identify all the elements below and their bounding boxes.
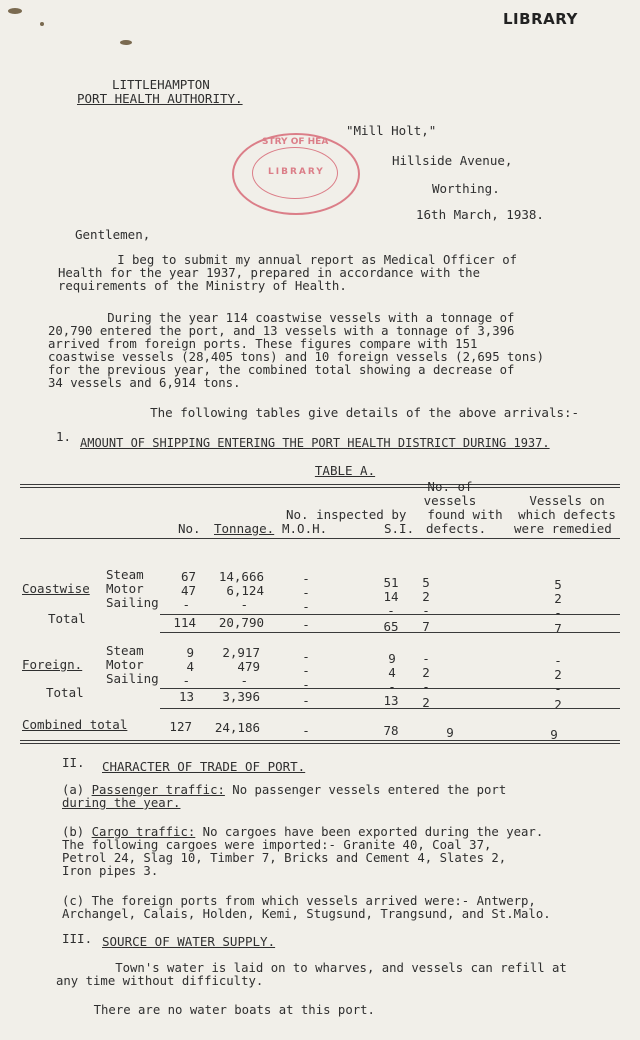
trade-b-line4: Iron pipes 3. xyxy=(62,864,159,878)
header-remedied-l1: Vessels on xyxy=(529,493,605,508)
authority-line1: LITTLEHAMPTON xyxy=(112,77,210,92)
section3-number: III. xyxy=(62,931,93,946)
trade-b-rest: No cargoes have been exported during the year. xyxy=(195,825,544,839)
fg-total-no: 13 xyxy=(178,689,194,704)
fg-row1-remedied: - xyxy=(554,653,562,668)
fg-row2-remedied: 2 xyxy=(554,667,562,682)
section1-number: 1. xyxy=(56,429,72,444)
cw-total-defects: 7 xyxy=(422,619,430,634)
fg-row3-si: - xyxy=(388,679,396,694)
fg-row3-moh: - xyxy=(302,677,310,692)
fg-row2-moh: - xyxy=(302,663,310,678)
fg-total-si: 13 xyxy=(383,693,399,708)
trade-a-line1 xyxy=(62,784,506,797)
tables-intro: The following tables give details of the above arrivals:- xyxy=(120,405,580,420)
cw-row2-type: Motor xyxy=(106,581,144,596)
trade-a-rest: No passenger vessels entered the port xyxy=(224,783,507,797)
address-line3: Worthing. xyxy=(432,181,500,196)
cw-total-label: Total xyxy=(48,611,86,626)
intro-line3: requirements of the Ministry of Health. xyxy=(58,279,347,293)
header-remedied-l3: were remedied xyxy=(514,521,612,536)
table-bottom-rule-2 xyxy=(20,743,620,744)
header-defects-l4: defects. xyxy=(426,521,487,536)
trade-a-prefix: (a) xyxy=(62,783,92,797)
cw-row3-no: - xyxy=(182,597,190,612)
cw-row1-moh: - xyxy=(302,571,310,586)
cw-row2-defects: 2 xyxy=(422,589,430,604)
cw-row2-moh: - xyxy=(302,585,310,600)
cw-row1-remedied: 5 xyxy=(554,577,562,592)
section1-heading: AMOUNT OF SHIPPING ENTERING THE PORT HEALTH DISTRICT DURING 1937. xyxy=(80,436,550,450)
header-inspected: No. inspected by xyxy=(286,507,407,522)
summary-line1: During the year 114 coastwise vessels with a tonnage of xyxy=(48,311,515,325)
cw-row3-remedied: - xyxy=(554,605,562,620)
combined-remedied: 9 xyxy=(550,727,558,742)
summary-line2: 20,790 entered the port, and 13 vessels with a tonnage of 3,396 xyxy=(48,324,515,338)
fg-row3-no: - xyxy=(182,673,190,688)
fg-row1-si: 9 xyxy=(388,651,396,666)
library-label: LIBRARY xyxy=(503,10,578,28)
ink-mark xyxy=(8,8,22,14)
header-no: No. xyxy=(178,521,201,536)
trade-c-line1: (c) The foreign ports from which vessels arrived were:- Antwerp, xyxy=(62,894,536,908)
fg-total-tonnage: 3,396 xyxy=(222,689,260,704)
intro-line2: Health for the year 1937, prepared in accordance with the xyxy=(58,266,480,280)
fg-row3-type: Sailing xyxy=(106,671,159,686)
trade-a-label: Passenger traffic: xyxy=(91,783,225,797)
cw-row1-no: 67 xyxy=(180,569,196,584)
water-line2: any time without difficulty. xyxy=(56,974,264,988)
section2-heading: CHARACTER OF TRADE OF PORT. xyxy=(102,759,306,774)
header-defects-l3: found with xyxy=(427,507,503,522)
trade-c-line2: Archangel, Calais, Holden, Kemi, Stugsund, Trangsund, and St.Malo. xyxy=(62,907,551,921)
cw-total-moh: - xyxy=(302,617,310,632)
group-coastwise: Coastwise xyxy=(22,581,90,596)
fg-row1-moh: - xyxy=(302,649,310,664)
cw-total-no: 114 xyxy=(173,615,196,630)
combined-si: 78 xyxy=(383,723,399,738)
letter-date: 16th March, 1938. xyxy=(416,207,544,222)
library-stamp xyxy=(232,133,360,215)
fg-row1-type: Steam xyxy=(106,643,144,658)
intro-line1: I beg to submit my annual report as Medical Officer of xyxy=(58,253,518,267)
cw-section-rule xyxy=(160,632,620,633)
fg-row2-no: 4 xyxy=(186,659,194,674)
trade-b-line1 xyxy=(62,826,543,839)
header-remedied-l2: which defects xyxy=(518,507,616,522)
table-top-rule xyxy=(20,484,620,485)
cw-row1-defects: 5 xyxy=(422,575,430,590)
header-moh: M.O.H. xyxy=(282,521,328,536)
fg-total-label: Total xyxy=(46,685,84,700)
trade-b-line2: The following cargoes were imported:- Granite 40, Coal 37, xyxy=(62,838,492,852)
fg-row2-type: Motor xyxy=(106,657,144,672)
header-tonnage: Tonnage. xyxy=(214,521,275,536)
trade-b-label: Cargo traffic: xyxy=(91,825,196,839)
address-line1: "Mill Holt," xyxy=(346,123,437,138)
cw-row3-si: - xyxy=(387,603,395,618)
header-defects-l2: vessels xyxy=(423,493,477,508)
combined-tonnage: 24,186 xyxy=(214,720,260,735)
cw-row1-tonnage: 14,666 xyxy=(218,569,264,584)
cw-row3-defects: - xyxy=(422,603,430,618)
fg-row1-no: 9 xyxy=(186,645,194,660)
trade-b-prefix: (b) xyxy=(62,825,92,839)
cw-row1-type: Steam xyxy=(106,567,144,582)
ink-mark xyxy=(120,40,132,45)
cw-total-remedied: 7 xyxy=(554,621,562,636)
summary-line4: coastwise vessels (28,405 tons) and 10 foreign vessels (2,695 tons) xyxy=(48,350,545,364)
cw-row3-moh: - xyxy=(302,599,310,614)
fg-row3-defects: - xyxy=(422,679,430,694)
water-line1: Town's water is laid on to wharves, and vessels can refill at xyxy=(56,961,567,975)
table-top-rule-2 xyxy=(20,487,620,488)
section2-number: II. xyxy=(62,755,85,770)
cw-row2-si: 14 xyxy=(383,589,399,604)
fg-total-remedied: 2 xyxy=(554,697,562,712)
trade-b-line3: Petrol 24, Slag 10, Timber 7, Bricks and Cement 4, Slates 2, xyxy=(62,851,507,865)
cw-row1-si: 51 xyxy=(383,575,399,590)
fg-total-moh: - xyxy=(302,693,310,708)
fg-row1-tonnage: 2,917 xyxy=(222,645,260,660)
header-defects-l1: No. of xyxy=(427,479,473,494)
fg-row3-tonnage: - xyxy=(240,673,248,688)
header-bottom-rule xyxy=(20,538,620,539)
fg-row3-remedied: - xyxy=(554,681,562,696)
cw-row2-no: 47 xyxy=(180,583,196,598)
header-si: S.I. xyxy=(384,521,415,536)
cw-row2-remedied: 2 xyxy=(554,591,562,606)
water-line3: There are no water boats at this port. xyxy=(64,1003,375,1017)
table-bottom-rule xyxy=(20,740,620,741)
fg-row1-defects: - xyxy=(422,651,430,666)
fg-row2-tonnage: 479 xyxy=(237,659,260,674)
group-foreign: Foreign. xyxy=(22,657,83,672)
fg-row2-si: 4 xyxy=(388,665,396,680)
stamp-top-text: STRY OF HEA xyxy=(262,137,329,147)
combined-label: Combined total xyxy=(22,717,128,732)
address-line2: Hillside Avenue, xyxy=(392,153,513,168)
trade-a-line2: during the year. xyxy=(62,796,181,810)
fg-section-rule xyxy=(160,708,620,709)
cw-row2-tonnage: 6,124 xyxy=(226,583,264,598)
salutation: Gentlemen, xyxy=(75,227,151,242)
summary-line5: for the previous year, the combined total showing a decrease of xyxy=(48,363,515,377)
summary-line6: 34 vessels and 6,914 tons. xyxy=(48,376,241,390)
cw-row3-tonnage: - xyxy=(240,597,248,612)
authority-line2: PORT HEALTH AUTHORITY. xyxy=(77,91,243,106)
table-a-title: TABLE A. xyxy=(314,463,376,478)
combined-no: 127 xyxy=(169,719,192,734)
combined-moh: - xyxy=(302,723,310,738)
combined-defects: 9 xyxy=(446,725,454,740)
fg-row2-defects: 2 xyxy=(422,665,430,680)
stamp-center-text: LIBRARY xyxy=(268,167,325,177)
ink-mark xyxy=(40,22,44,26)
section3-heading: SOURCE OF WATER SUPPLY. xyxy=(102,934,276,949)
summary-line3: arrived from foreign ports. These figures compare with 151 xyxy=(48,337,478,351)
cw-row3-type: Sailing xyxy=(106,595,159,610)
cw-total-tonnage: 20,790 xyxy=(218,615,264,630)
fg-total-defects: 2 xyxy=(422,695,430,710)
cw-total-si: 65 xyxy=(383,619,399,634)
